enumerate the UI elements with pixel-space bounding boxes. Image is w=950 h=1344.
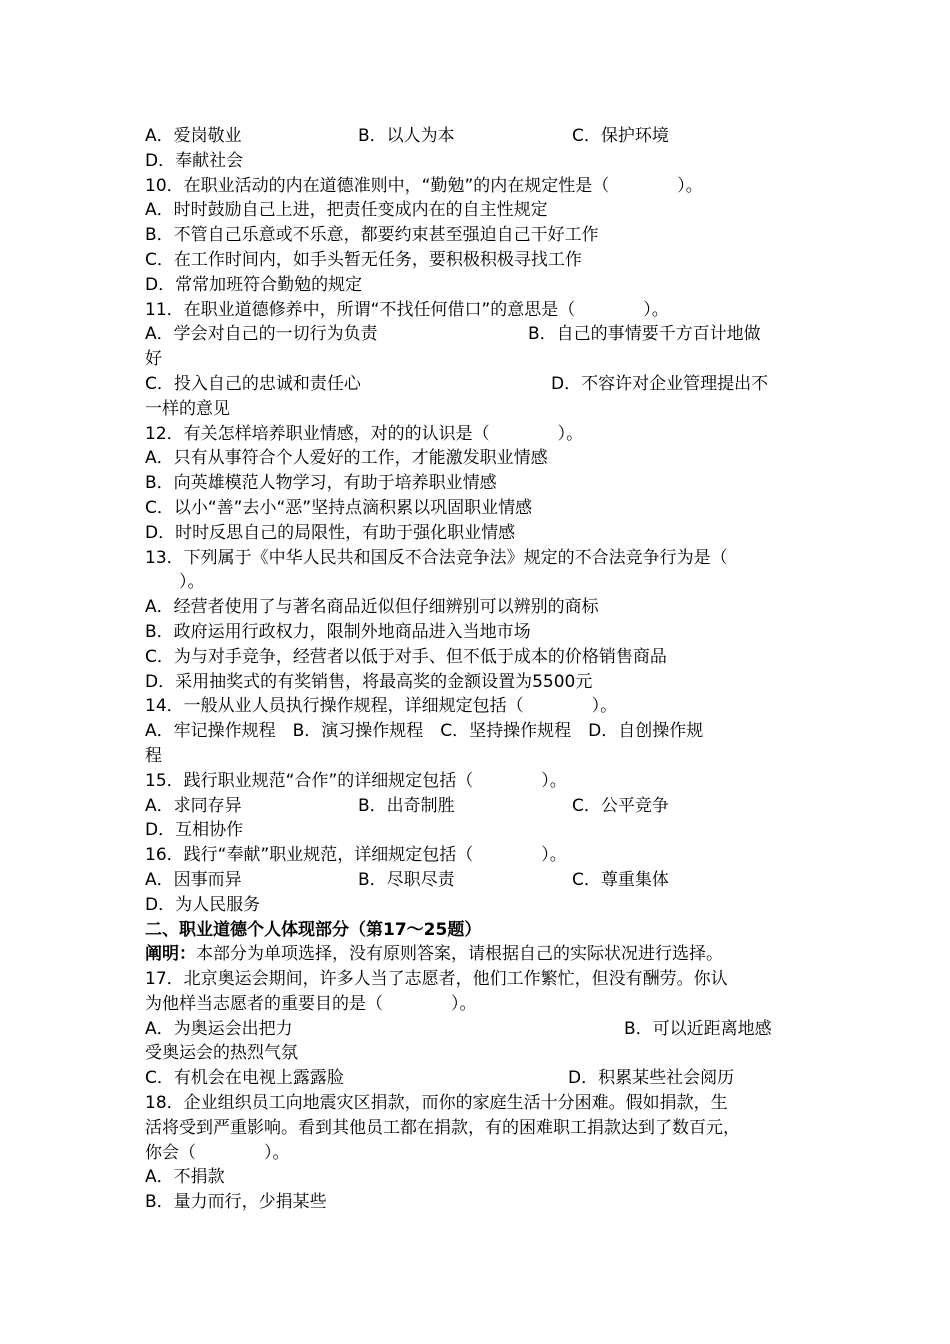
option-b: B．出奇制胜 xyxy=(358,795,455,816)
option-a: A．因事而异 xyxy=(145,869,242,890)
text-line: ）。 xyxy=(145,572,205,593)
text-line: 10．在职业活动的内在道德准则中，“勤勉”的内在规定性是（ ）。 xyxy=(145,175,703,196)
option-c: C．公平竞争 xyxy=(572,795,669,816)
option-a: A．学会对自己的一切行为负责 xyxy=(145,324,378,345)
option-b: D．积累某些社会阅历 xyxy=(568,1068,735,1089)
option-b: D．不容许对企业管理提出不 xyxy=(551,373,769,394)
text-line: 你会（ ）。 xyxy=(145,1142,290,1163)
option-row xyxy=(145,124,805,149)
text-line: 受奥运会的热烈气氛 xyxy=(145,1043,298,1064)
option-b: B．自己的事情要千方百计地做 xyxy=(528,324,761,345)
instruction-text: 本部分为单项选择，没有原则答案，请根据自己的实际状况进行选择。 xyxy=(196,944,723,965)
text-line: A．时时鼓励自己上进，把责任变成内在的自主性规定 xyxy=(145,200,548,221)
instruction-line xyxy=(145,942,805,967)
option-a: A．为奥运会出把力 xyxy=(145,1018,293,1039)
text-line: D．常常加班符合勤勉的规定 xyxy=(145,274,363,295)
option-b: B．可以近距离地感 xyxy=(624,1018,772,1039)
text-line: 13．下列属于《中华人民共和国反不合法竞争法》规定的不合法竞争行为是（ xyxy=(145,547,728,568)
option-b: B．以人为本 xyxy=(358,126,455,146)
text-line: A．不捐款 xyxy=(145,1167,225,1188)
document-page xyxy=(145,124,805,1215)
text-line: B．不管自己乐意或不乐意，都要约束甚至强迫自己干好工作 xyxy=(145,225,599,246)
option-row xyxy=(145,794,805,819)
text-line: B．量力而行，少捐某些 xyxy=(145,1192,327,1213)
option-a: A．求同存异 xyxy=(145,795,242,816)
option-row xyxy=(145,372,805,397)
option-row xyxy=(145,322,805,347)
text-line: 11．在职业道德修养中，所谓“不找任何借口”的意思是（ ）。 xyxy=(145,299,669,320)
option-c: C．尊重集体 xyxy=(572,869,669,890)
text-line: 活将受到严重影响。看到其他员工都在捐款，有的困难职工捐款达到了数百元， xyxy=(145,1117,740,1138)
option-row xyxy=(145,868,805,893)
text-line: 12．有关怎样培养职业情感，对的的认识是（ ）。 xyxy=(145,423,584,444)
text-line: A．经营者使用了与著名商品近似但仔细辨别可以辨别的商标 xyxy=(145,597,599,618)
text-line: D．为人民服务 xyxy=(145,894,261,915)
text-line: D．时时反思自己的局限性，有助于强化职业情感 xyxy=(145,522,516,543)
text-line: C．在工作时间内，如手头暂无任务，要积极积极寻找工作 xyxy=(145,249,582,270)
text-line: 18．企业组织员工向地震灾区捐款，而你的家庭生活十分困难。假如捐款，生 xyxy=(145,1093,728,1114)
instruction-label: 阐明： xyxy=(145,944,196,965)
section-heading: 二、职业道德个人体现部分（第17～25题） xyxy=(145,919,482,940)
text-line: A．牢记操作规程 B．演习操作规程 C．坚持操作规程 D．自创操作规 xyxy=(145,721,704,742)
text-line: 14．一般从业人员执行操作规程，详细规定包括（ ）。 xyxy=(145,696,618,717)
text-line: D．互相协作 xyxy=(145,820,244,841)
text-line: C．为与对手竞争，经营者以低于对手、但不低于成本的价格销售商品 xyxy=(145,646,667,667)
text-line: 为他样当志愿者的重要目的是（ ）。 xyxy=(145,993,477,1014)
text-line: 15．践行职业规范“合作”的详细规定包括（ ）。 xyxy=(145,770,567,791)
option-c: C．保护环境 xyxy=(572,126,669,146)
text-line: B．向英雄模范人物学习，有助于培养职业情感 xyxy=(145,473,497,494)
text-line: 16．践行“奉献”职业规范，详细规定包括（ ）。 xyxy=(145,845,567,866)
text-line: 17．北京奥运会期间，许多人当了志愿者，他们工作繁忙，但没有酬劳。你认 xyxy=(145,969,728,990)
option-a: C．有机会在电视上露露脸 xyxy=(145,1068,344,1089)
text-line: D．采用抽奖式的有奖销售，将最高奖的金额设置为5500元 xyxy=(145,671,593,692)
option-a: C．投入自己的忠诚和责任心 xyxy=(145,373,361,394)
text-line: 一样的意见 xyxy=(145,398,230,419)
text-line: A．只有从事符合个人爱好的工作，才能激发职业情感 xyxy=(145,448,548,469)
option-a: A．爱岗敬业 xyxy=(145,126,242,146)
text-line: B．政府运用行政权力，限制外地商品进入当地市场 xyxy=(145,621,531,642)
option-b: B．尽职尽责 xyxy=(358,869,455,890)
text-line: C．以小“善”去小“恶”坚持点滴积累以巩固职业情感 xyxy=(145,497,533,518)
option-row xyxy=(145,1017,805,1042)
text-line: 好 xyxy=(145,349,162,370)
option-row xyxy=(145,1066,805,1091)
text-line: 程 xyxy=(145,745,162,766)
text-line: D．奉献社会 xyxy=(145,150,244,171)
